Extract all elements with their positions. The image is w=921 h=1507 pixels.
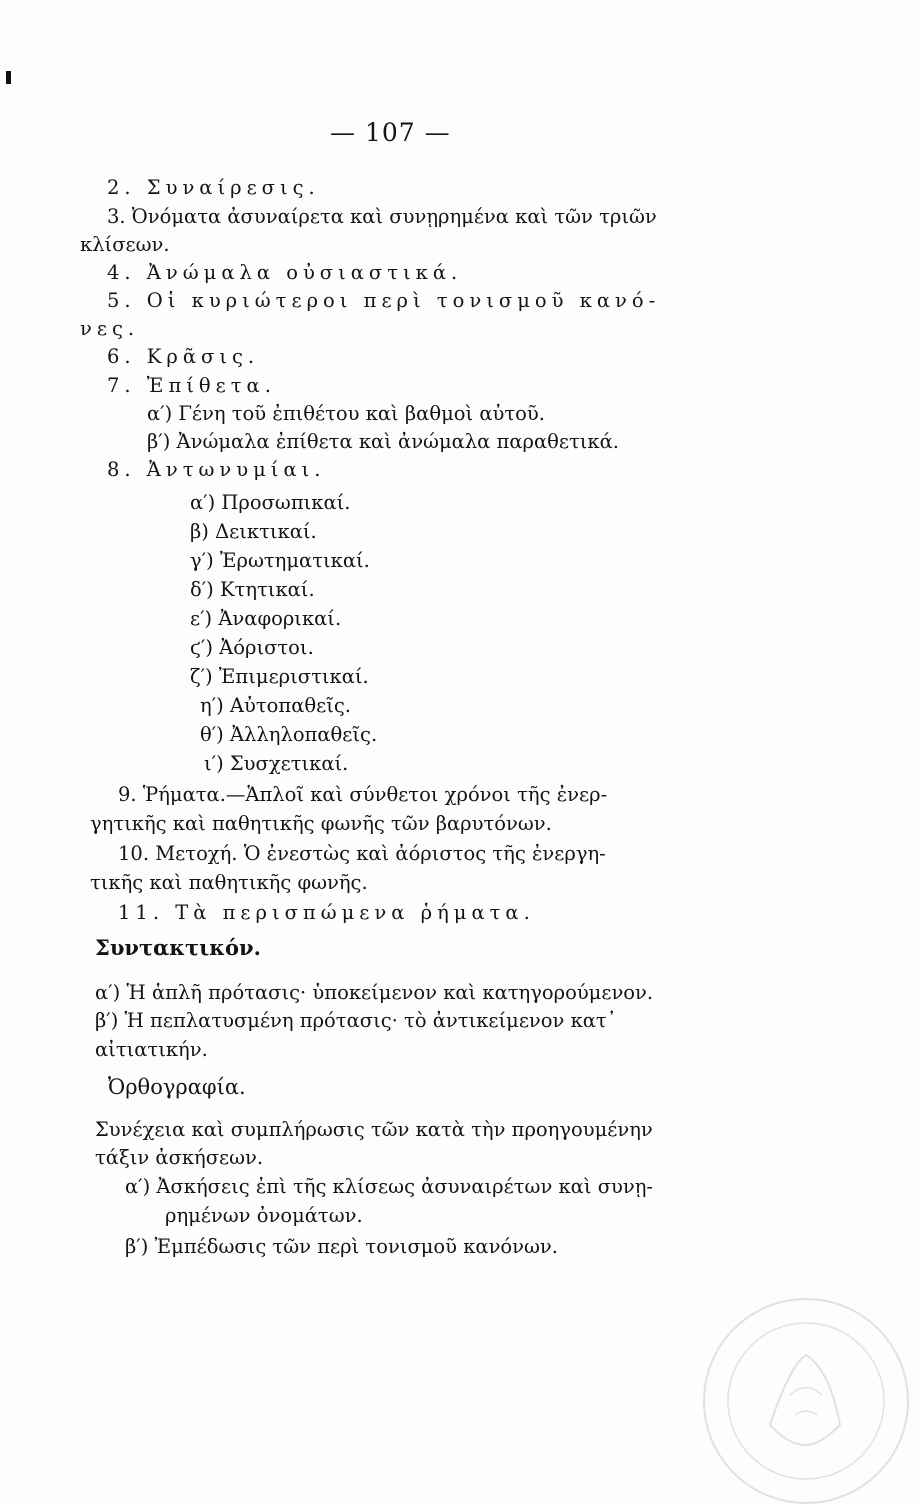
- item-8j: ι′) Συσχετικαί.: [204, 752, 349, 775]
- item-3-nouns-cont: κλίσεων.: [80, 233, 170, 256]
- item-8i: θ′) Ἀλληλοπαθεῖς.: [200, 723, 378, 746]
- item-2-synaeresis: 2. Συναίρεσις.: [107, 176, 320, 199]
- heading-syntax: Συντακτικόν.: [95, 935, 261, 960]
- item-6-crasis: 6. Κρᾶσις.: [107, 345, 260, 368]
- university-seal-watermark: [700, 1295, 912, 1507]
- item-8c: γ′) Ἐρωτηματικαί.: [190, 549, 370, 572]
- item-9-verbs: 9. Ῥήματα.—Ἁπλοῖ καὶ σύνθετοι χρόνοι τῆς ἐνερ-: [118, 783, 608, 806]
- item-5-accent-rules-cont: νες.: [80, 317, 140, 340]
- item-8g: ζ′) Ἐπιμεριστικαί.: [190, 665, 369, 688]
- item-8-pronouns: 8. Ἀντωνυμίαι.: [107, 458, 326, 481]
- ortho-intro-cont: τάξιν ἀσκήσεων.: [95, 1146, 264, 1169]
- item-5-accent-rules: 5. Οἱ κυριώτεροι περὶ τονισμοῦ κανό-: [107, 289, 661, 312]
- item-10-participle-cont: τικῆς καὶ παθητικῆς φωνῆς.: [90, 871, 368, 894]
- ortho-a-cont: ρημένων ὀνομάτων.: [165, 1204, 363, 1227]
- item-4-irregular-nouns: 4. Ἀνώμαλα οὐσιαστικά.: [107, 261, 463, 284]
- page-number: — 107 —: [330, 118, 451, 147]
- item-3-nouns: 3. Ὀνόματα ἀσυναίρετα καὶ συνῃρημένα καὶ τῶν τριῶν: [107, 205, 657, 228]
- item-8e: ε′) Ἀναφορικαί.: [190, 607, 342, 630]
- item-8h: η′) Αὐτοπαθεῖς.: [200, 694, 351, 717]
- syntax-a: α′) Ἡ ἁπλῆ πρότασις· ὑποκείμενον καὶ κατηγορούμενον.: [95, 981, 654, 1004]
- item-8d: δ′) Κτητικαί.: [190, 578, 315, 601]
- syntax-b: β′) Ἡ πεπλατυσμένη πρότασις· τὸ ἀντικείμενον κατ᾽: [95, 1009, 617, 1032]
- item-8b: β) Δεικτικαί.: [190, 520, 317, 543]
- ortho-b: β′) Ἐμπέδωσις τῶν περὶ τονισμοῦ κανόνων.: [125, 1235, 558, 1258]
- item-10-participle: 10. Μετοχή. Ὁ ἐνεστὼς καὶ ἀόριστος τῆς ἐνεργη-: [118, 842, 606, 865]
- item-9-verbs-cont: γητικῆς καὶ παθητικῆς φωνῆς τῶν βαρυτόνων.: [90, 812, 552, 835]
- item-11-contract-verbs: 11. Τὰ περισπώμενα ῥήματα.: [118, 901, 535, 924]
- ortho-a: α′) Ἀσκήσεις ἐπὶ τῆς κλίσεως ἀσυναιρέτων καὶ συνῃ-: [125, 1175, 653, 1198]
- syntax-b-cont: αἰτιατικήν.: [95, 1038, 208, 1061]
- item-8f: ϛ′) Ἀόριστοι.: [190, 636, 314, 659]
- item-8a: α′) Προσωπικαί.: [190, 491, 351, 514]
- item-7a: α′) Γένη τοῦ ἐπιθέτου καὶ βαθμοὶ αὐτοῦ.: [147, 402, 545, 425]
- scan-edge-mark: [6, 71, 11, 84]
- ortho-intro: Συνέχεια καὶ συμπλήρωσις τῶν κατὰ τὴν προηγουμένην: [95, 1118, 653, 1141]
- item-7b: β′) Ἀνώμαλα ἐπίθετα καὶ ἀνώμαλα παραθετικά.: [147, 430, 619, 453]
- heading-orthography: Ὀρθογραφία.: [108, 1075, 246, 1099]
- item-7-adjectives: 7. Ἐπίθετα.: [107, 374, 276, 397]
